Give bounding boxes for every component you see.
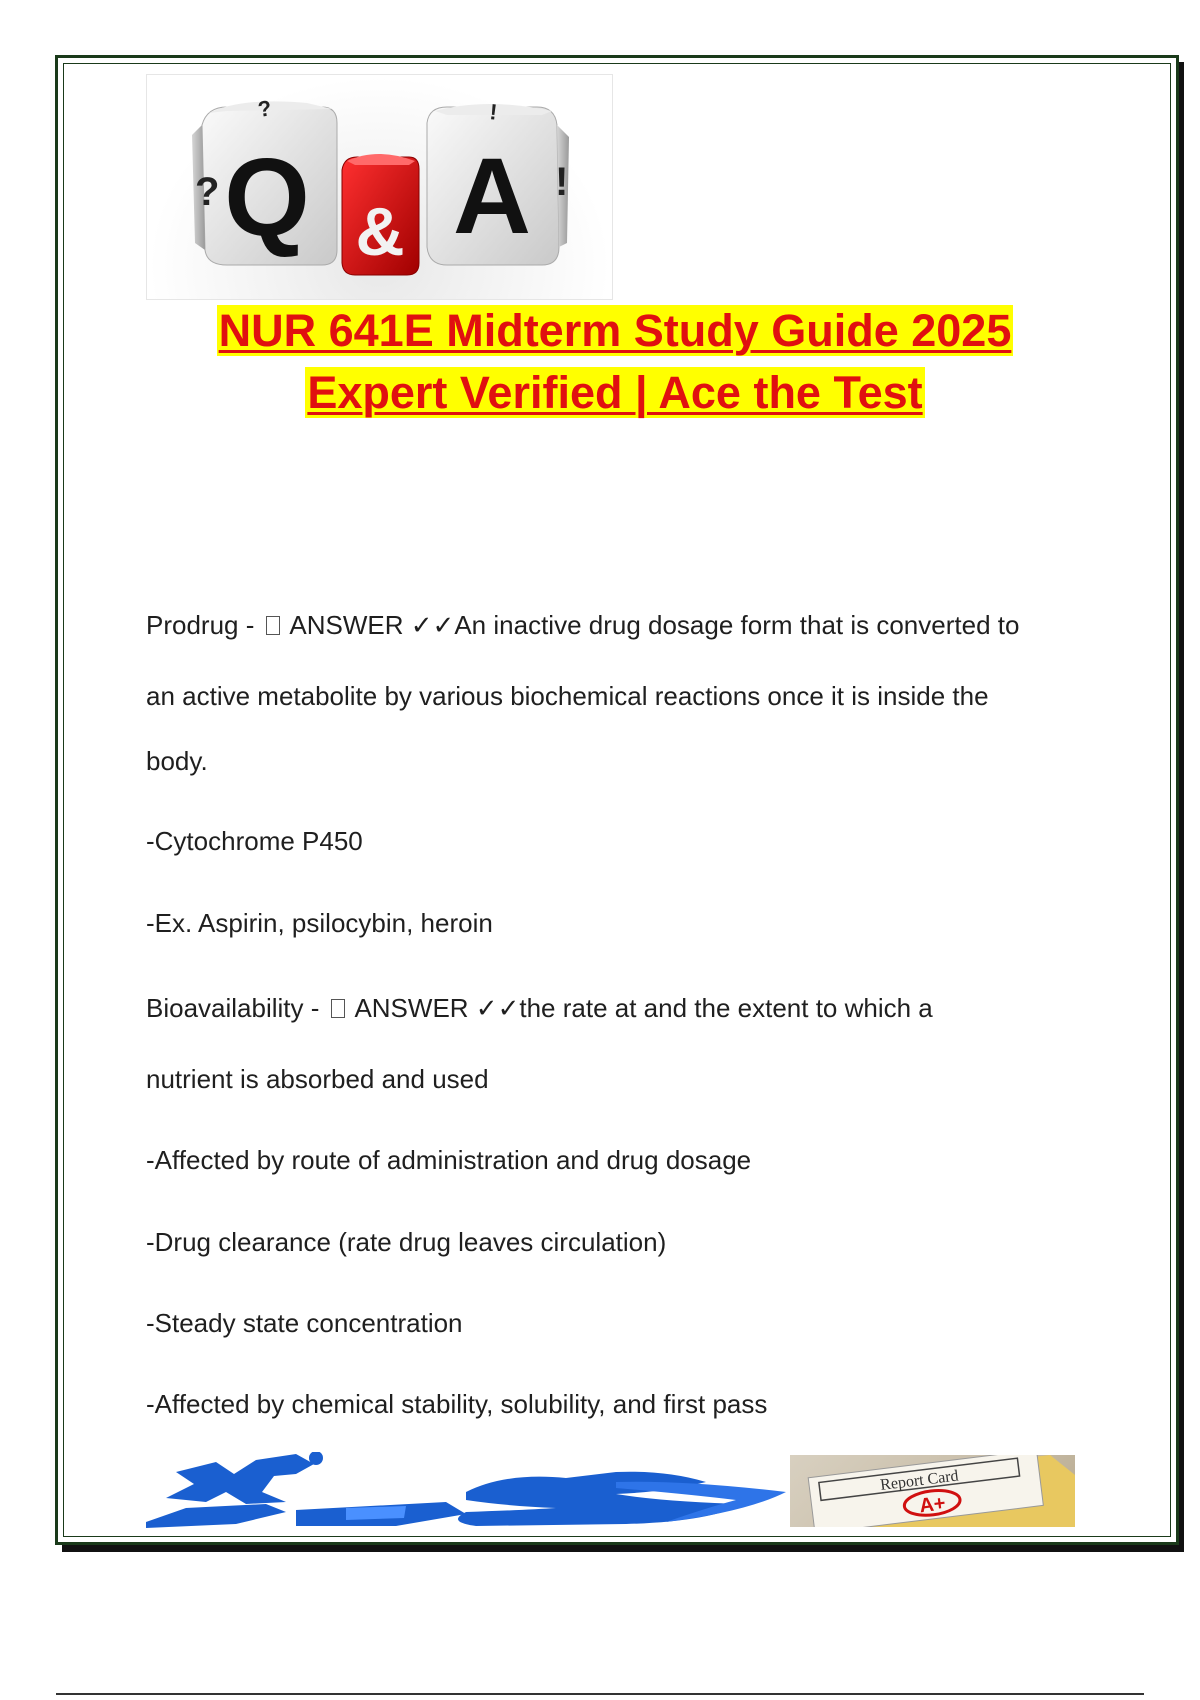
qa-dice-image bbox=[146, 74, 613, 300]
title-line-2: Expert Verified | Ace the Test bbox=[307, 367, 923, 418]
missing-glyph-icon bbox=[331, 999, 345, 1018]
die-q-glyph: Q bbox=[224, 136, 310, 259]
missing-glyph-icon bbox=[266, 616, 280, 635]
entry-bioavailability-bullet-1: -Affected by route of administration and drug dosage bbox=[146, 1145, 752, 1175]
answer-label: ANSWER bbox=[354, 993, 469, 1023]
check-marks-icon: ✓✓ bbox=[475, 993, 520, 1023]
die-a-glyph: A bbox=[453, 135, 531, 256]
entry-bioavailability-bullet-4: -Affected by chemical stability, solubility, and first pass bbox=[146, 1389, 768, 1419]
entry-prodrug-bullet-1: -Cytochrome P450 bbox=[146, 826, 363, 856]
entry-prodrug-line-3: body. bbox=[146, 746, 208, 776]
entry-prodrug-line-1: Prodrug - ANSWER ✓✓An inactive drug dosage form that is converted to bbox=[146, 610, 1020, 640]
bottom-rule bbox=[56, 1693, 1144, 1695]
check-marks-icon: ✓✓ bbox=[410, 610, 455, 640]
report-card-label: Report Card bbox=[879, 1467, 960, 1494]
entry-bioavailability-bullet-3: -Steady state concentration bbox=[146, 1308, 463, 1338]
success-logo-image bbox=[146, 1452, 786, 1528]
report-card-grade: A+ bbox=[918, 1492, 947, 1518]
entry-bioavailability-bullet-2: -Drug clearance (rate drug leaves circulation) bbox=[146, 1227, 667, 1257]
entry-prodrug-line-2: an active metabolite by various biochemical reactions once it is inside the bbox=[146, 681, 989, 711]
entry-term: Bioavailability bbox=[146, 993, 304, 1023]
svg-text:?: ? bbox=[195, 170, 220, 214]
success-runner-logo bbox=[146, 1452, 786, 1528]
answer-label: ANSWER bbox=[289, 610, 404, 640]
report-card-icon bbox=[790, 1455, 1075, 1527]
qa-dice-icon bbox=[147, 75, 612, 299]
title-line-1: NUR 641E Midterm Study Guide 2025 bbox=[218, 305, 1012, 356]
svg-text:!: ! bbox=[488, 99, 499, 125]
die-amp-glyph: & bbox=[355, 194, 405, 270]
entry-bioavailability-line-2: nutrient is absorbed and used bbox=[146, 1064, 489, 1094]
entry-prodrug-bullet-2: -Ex. Aspirin, psilocybin, heroin bbox=[146, 908, 493, 938]
svg-text:!: ! bbox=[555, 160, 569, 204]
report-card-image bbox=[790, 1455, 1075, 1527]
entry-term: Prodrug bbox=[146, 610, 239, 640]
svg-text:?: ? bbox=[256, 95, 274, 122]
entry-bioavailability-line-1: Bioavailability - ANSWER ✓✓the rate at and the extent to which a bbox=[146, 993, 933, 1023]
document-title bbox=[110, 300, 1120, 424]
